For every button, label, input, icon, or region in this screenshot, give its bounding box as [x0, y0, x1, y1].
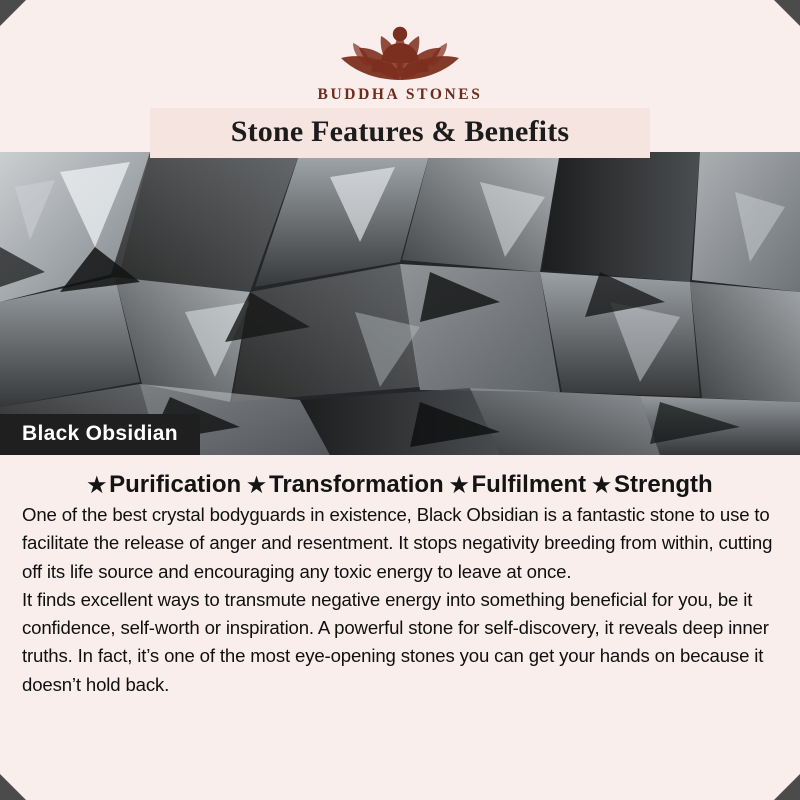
brand-name: BUDDHA STONES — [317, 86, 483, 103]
corner-decoration-bottom-right — [774, 774, 800, 800]
benefit-item — [87, 471, 241, 499]
corner-decoration-bottom-left — [0, 774, 26, 800]
benefits-list — [22, 471, 778, 499]
benefit-label: Strength — [614, 471, 713, 498]
description-paragraph-1: One of the best crystal bodyguards in existence, Black Obsidian is a fantastic stone to use to facilitate the release of anger and resentment. It stops negativity breeding from within, cutting off its life source and encouraging any toxic energy to leave at once. — [22, 504, 773, 582]
benefit-item — [450, 471, 586, 499]
benefit-label: Purification — [109, 471, 242, 498]
star-icon: ★ — [87, 474, 107, 497]
star-icon: ★ — [247, 474, 266, 497]
lotus-meditation-icon — [315, 14, 485, 88]
hero-image — [0, 152, 800, 455]
benefit-label: Transformation — [268, 471, 444, 498]
page-title-band — [150, 108, 650, 158]
stone-name-label: Black Obsidian — [0, 414, 200, 455]
description-paragraph-2: It finds excellent ways to transmute negative energy into something beneficial for you, be it confidence, self-worth or inspiration. A powerful stone for self-discovery, it reveals deep inner truths. In fact, it’s one of the most eye-opening stones you can get your hands on because it doesn’t hold back. — [22, 588, 769, 695]
corner-decoration-top-right — [774, 0, 800, 26]
brand-header — [0, 0, 800, 108]
benefit-item — [247, 471, 444, 499]
description-text — [22, 501, 778, 699]
benefit-label: Fulfilment — [471, 471, 587, 498]
star-icon: ★ — [449, 474, 469, 497]
content-section — [0, 455, 800, 699]
corner-decoration-top-left — [0, 0, 26, 26]
star-icon: ★ — [592, 474, 611, 497]
page-title: Stone Features & Benefits — [230, 115, 570, 148]
benefit-item — [592, 471, 713, 499]
